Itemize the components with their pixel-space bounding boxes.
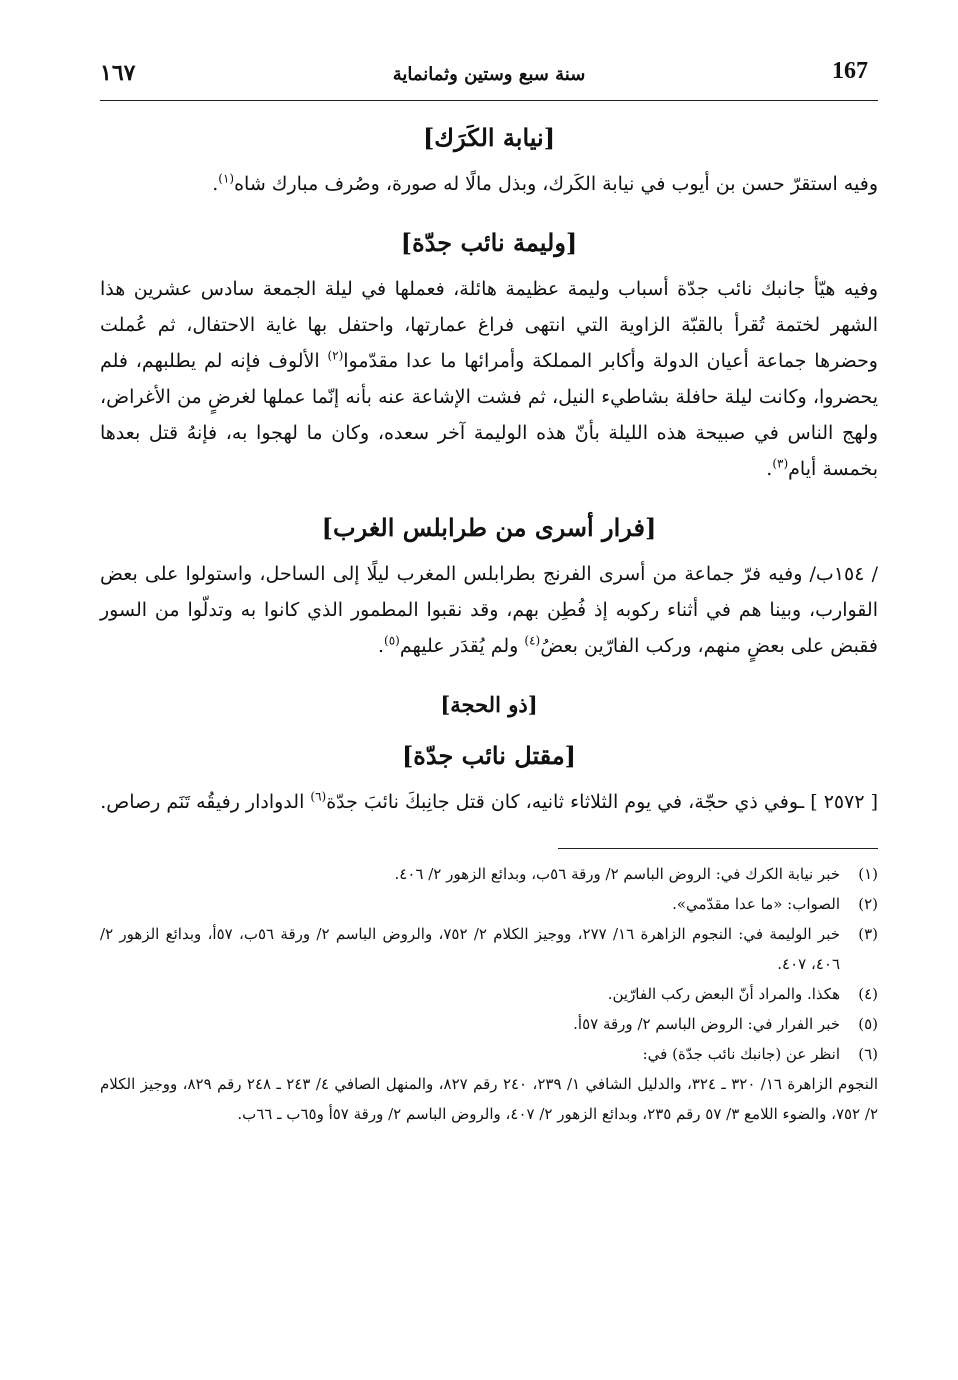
section-heading: [مقتل نائب جدّة] <box>401 741 577 770</box>
footnote-text: انظر عن (جانبك نائب جدّة) في: <box>642 1045 840 1063</box>
section-paragraph <box>100 166 878 202</box>
section-heading: [فرار أسرى من طرابلس الغرب] <box>321 513 657 542</box>
footnote-number: (٦) <box>858 1045 878 1063</box>
page-number-latin: 167 <box>832 58 868 84</box>
paragraph-text: ولم يُقدَر عليهم <box>399 635 525 657</box>
paragraph-text: وفيه استقرّ حسن بن أيوب في نيابة الكَرك، وبذل مالًا له صورة، وصُرف مبارك شاه <box>234 173 878 195</box>
footnote-text: خبر الفرار في: الروض الباسم ٢/ ورقة ٥٧أ. <box>573 1015 840 1033</box>
paragraph-text: / ١٥٤ب/ وفيه فرّ جماعة من أسرى الفرنج بطرابلس المغرب ليلًا إلى الساحل، واستولوا على بعض القوارب، وبينا هم في أثناء ركوبه إذ فُطِن بهم، وقد نقبوا المطمور الذي كانوا به وتدلّوا من السور فقبض على بعضٍ منهم، وركب الفارّين بعضُ <box>100 563 878 657</box>
section-paragraph <box>100 556 878 664</box>
footnote-ref: (٤) <box>524 633 541 648</box>
footnote-number: (٤) <box>858 985 878 1003</box>
page-header <box>100 52 878 101</box>
footnote-number: (٢) <box>858 895 878 913</box>
paragraph-tail: . <box>766 458 773 480</box>
footnote-ref: (٢) <box>327 348 344 363</box>
footnote <box>100 1039 878 1069</box>
paragraph-text: [ ٢٥٧٢ ] ـوفي ذي حجّة، في يوم الثلاثاء ثانيه، كان قتل جانِبكَ نائبَ جدّة <box>326 791 878 813</box>
footnote-text: الصواب: «ما عدا مقدّمي». <box>672 895 840 913</box>
paragraph-text: الألوف فإنه لم يطلبهم، فلم يحضروا، وكانت ليلة حافلة بشاطيء النيل، ثم فشت الإشاعة عنه بأنه إنّما عملها لغرضٍ من الأغراض، ولهج الناس في صبيحة هذه الليلة بأنّ هذه الوليمة آخر سعده، وكان ما لهجوا به، فإنهُ قتل بعدها بخمسة أيام <box>100 350 878 480</box>
main-text <box>100 123 878 1129</box>
footnote-text: خبر نيابة الكرك في: الروض الباسم ٢/ ورقة ٥٦ب، وبدائع الزهور ٢/ ٤٠٦. <box>394 865 840 883</box>
paragraph-text: وفيه هيّأ جانبك نائب جدّة أسباب وليمة عظيمة هائلة، فعملها في ليلة الجمعة سادس عشرين هذا الشهر لختمة تُقرأ بالقبّة الزاوية التي انتهى فراغ عمارتها، واحتفل بها غاية الاحتفال، ثم عُملت وحضرها جماعة أعيان الدولة وأكابر المملكة وأمرائها ما عدا مقدّموا <box>100 278 878 372</box>
paragraph-tail: . <box>212 173 219 195</box>
footnote-number: (٥) <box>858 1015 878 1033</box>
footnote-ref: (٣) <box>772 456 789 471</box>
footnote-ref: (٦) <box>310 789 327 804</box>
footnotes <box>100 859 878 1129</box>
footnote-ref: (١) <box>218 171 235 186</box>
section-heading: [نيابة الكَرَك] <box>422 123 556 152</box>
page-number-arabic: ١٦٧ <box>100 60 136 86</box>
footnote <box>100 889 878 919</box>
footnote-number: (٣) <box>858 925 878 943</box>
section-paragraph <box>100 784 878 820</box>
paragraph-tail: . <box>377 635 385 657</box>
footnote-number: (١) <box>858 865 878 883</box>
month-heading: [ذو الحجة] <box>440 692 538 717</box>
footnote <box>100 859 878 889</box>
section-paragraph <box>100 271 878 487</box>
footnote <box>100 979 878 1009</box>
running-title: سنة سبع وستين وثمانماية <box>392 64 586 85</box>
book-page <box>100 52 878 1129</box>
footnote <box>100 919 878 979</box>
footnote-ref: (٥) <box>384 633 400 648</box>
section-heading: [وليمة نائب جدّة] <box>400 228 578 257</box>
footnote-text: خبر الوليمة في: النجوم الزاهرة ١٦/ ٢٧٧، ووجيز الكلام ٢/ ٧٥٢، والروض الباسم ٢/ ورقة ٥٦ب، ٥٧أ، وبدائع الزهور ٢/ ٤٠٦، ٤٠٧. <box>100 925 841 973</box>
footnote-continuation: النجوم الزاهرة ١٦/ ٣٢٠ ـ ٣٢٤، والدليل الشافي ١/ ٢٣٩، ٢٤٠ رقم ٨٢٧، والمنهل الصافي ٤/ ٢٤٣ ـ ٢٤٨ رقم ٨٢٩، ووجيز الكلام ٢/ ٧٥٢، والضوء اللامع ٣/ ٥٧ رقم ٢٣٥، وبدائع الزهور ٢/ ٤٠٧، والروض الباسم ٢/ ورقة ٥٧أ و٦٥ب ـ ٦٦ب. <box>100 1075 879 1123</box>
footnote-text: هكذا. والمراد أنّ البعض ركب الفارّين. <box>607 985 840 1003</box>
paragraph-text: الدوادار رفيقُه تَنَم رصاص. <box>100 791 311 813</box>
footnote-separator <box>558 848 878 849</box>
footnote <box>100 1009 878 1039</box>
